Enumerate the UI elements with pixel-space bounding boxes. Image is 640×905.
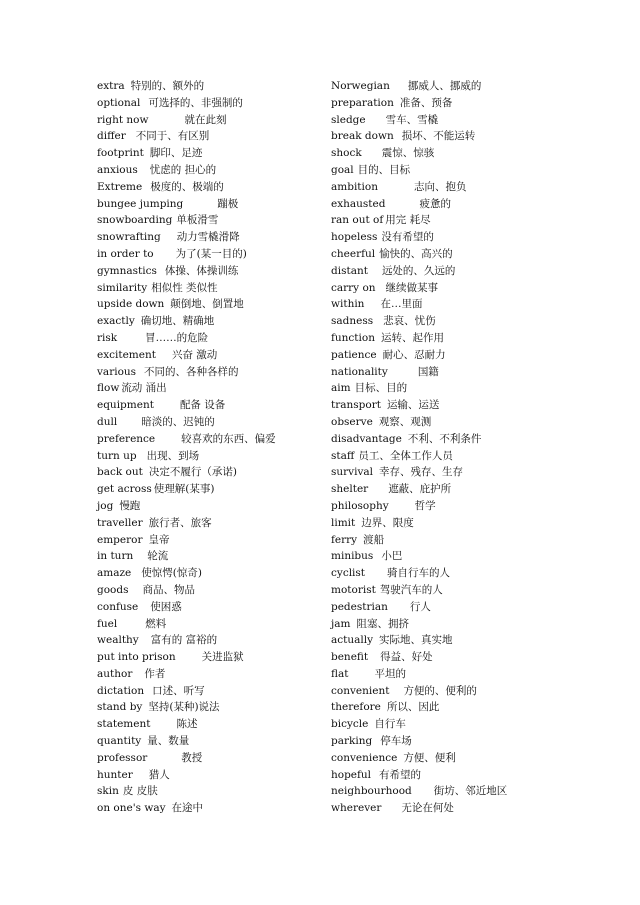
vocab-entry xyxy=(331,179,561,196)
vocab-entry xyxy=(331,582,561,599)
vocab-meaning: 颠倒地、倒置地 xyxy=(170,298,244,311)
vocab-word: snowrafting xyxy=(97,231,161,244)
vocab-entry xyxy=(97,229,322,246)
vocab-word: wherever xyxy=(331,802,382,815)
vocab-word: within xyxy=(331,298,365,311)
vocab-entry xyxy=(97,733,322,750)
vocab-entry xyxy=(97,767,322,784)
vocab-entry xyxy=(97,464,322,481)
vocab-meaning: 可选择的、非强制的 xyxy=(148,96,243,109)
vocab-entry xyxy=(97,599,322,616)
vocab-word: exhausted xyxy=(331,197,386,210)
vocab-meaning: 皇帝 xyxy=(148,533,170,546)
vocab-meaning: 出现、到场 xyxy=(146,449,200,462)
vocab-entry xyxy=(331,565,561,582)
right-vocabulary-column xyxy=(331,78,561,817)
vocab-meaning: 使惊愕(惊奇) xyxy=(141,567,202,580)
vocab-word: back out xyxy=(97,466,143,479)
left-vocabulary-column xyxy=(97,78,322,817)
vocab-entry xyxy=(331,800,561,817)
vocab-word: Extreme xyxy=(97,180,143,193)
vocab-meaning: 极度的、极端的 xyxy=(150,180,224,193)
vocab-word: differ xyxy=(97,130,126,143)
vocab-entry xyxy=(331,632,561,649)
vocab-meaning: 行人 xyxy=(409,600,431,613)
vocab-meaning: 疲惫的 xyxy=(419,197,451,210)
vocab-word: break down xyxy=(331,130,394,143)
vocab-meaning: 用完 耗尽 xyxy=(385,214,431,227)
vocab-entry xyxy=(331,649,561,666)
vocab-word: ambition xyxy=(331,180,378,193)
vocab-entry xyxy=(97,179,322,196)
vocab-entry xyxy=(331,246,561,263)
vocab-meaning: 运转、起作用 xyxy=(380,331,444,344)
vocab-word: bicycle xyxy=(331,718,369,731)
vocab-entry xyxy=(97,212,322,229)
vocab-word: various xyxy=(97,365,137,378)
vocab-entry xyxy=(331,464,561,481)
vocab-word: excitement xyxy=(97,348,156,361)
vocab-word: author xyxy=(97,667,133,680)
vocab-entry xyxy=(331,783,561,800)
vocab-entry xyxy=(331,448,561,465)
vocab-entry xyxy=(97,532,322,549)
vocab-entry xyxy=(97,565,322,582)
vocab-entry xyxy=(97,280,322,297)
vocab-entry xyxy=(331,196,561,213)
vocab-word: survival xyxy=(331,466,374,479)
vocab-word: flow xyxy=(97,382,120,395)
vocab-entry xyxy=(331,750,561,767)
vocab-entry xyxy=(331,313,561,330)
vocab-meaning: 不同的、各种各样的 xyxy=(144,365,239,378)
vocab-word: philosophy xyxy=(331,499,389,512)
vocab-meaning: 商品、物品 xyxy=(142,583,195,596)
vocab-meaning: 燃料 xyxy=(145,617,167,630)
vocab-word: gymnastics xyxy=(97,264,157,277)
vocab-meaning: 志向、抱负 xyxy=(413,180,467,193)
vocab-entry xyxy=(331,330,561,347)
vocab-meaning: 阻塞、拥挤 xyxy=(356,617,409,630)
vocab-entry xyxy=(97,414,322,431)
vocab-meaning: 为了(某一目的) xyxy=(175,247,247,260)
vocab-entry xyxy=(331,733,561,750)
vocab-meaning: 方便、便利 xyxy=(403,751,456,764)
vocab-word: transport xyxy=(331,399,381,412)
vocab-meaning: 街坊、邻近地区 xyxy=(433,785,508,798)
vocab-word: function xyxy=(331,331,375,344)
vocab-word: anxious xyxy=(97,163,138,176)
vocab-meaning: 体操、体操训练 xyxy=(164,264,239,277)
vocab-meaning: 无论在何处 xyxy=(401,802,454,815)
vocab-word: shelter xyxy=(331,483,369,496)
vocab-meaning: 不同于、有区别 xyxy=(135,130,210,143)
vocab-meaning: 哲学 xyxy=(414,499,436,512)
vocab-entry xyxy=(97,95,322,112)
vocab-meaning: 口述、听写 xyxy=(152,684,205,697)
vocab-word: nationality xyxy=(331,365,388,378)
vocab-entry xyxy=(331,162,561,179)
vocab-word: optional xyxy=(97,96,141,109)
vocab-word: extra xyxy=(97,80,125,92)
vocab-word: Norwegian xyxy=(331,80,390,92)
vocab-meaning: 配备 设备 xyxy=(179,399,226,412)
vocab-entry xyxy=(97,347,322,364)
vocab-word: aim xyxy=(331,382,351,395)
vocab-entry xyxy=(331,145,561,162)
vocab-entry xyxy=(97,515,322,532)
vocab-meaning: 准备、预备 xyxy=(399,96,453,109)
vocab-meaning: 有希望的 xyxy=(379,768,422,781)
vocab-entry xyxy=(331,532,561,549)
vocab-entry xyxy=(97,313,322,330)
vocab-entry xyxy=(97,448,322,465)
vocab-meaning: 边界、限度 xyxy=(361,516,414,529)
vocab-meaning: 方便的、便利的 xyxy=(403,684,477,697)
vocab-word: amaze xyxy=(97,567,132,580)
vocab-entry xyxy=(97,330,322,347)
vocab-word: cyclist xyxy=(331,567,366,580)
vocab-entry xyxy=(97,128,322,145)
vocab-word: in order to xyxy=(97,247,154,260)
vocab-word: hopeful xyxy=(331,768,372,781)
vocab-entry xyxy=(331,683,561,700)
vocab-meaning: 运输、运送 xyxy=(386,399,440,412)
vocab-word: upside down xyxy=(97,298,165,311)
vocab-entry xyxy=(331,666,561,683)
vocab-meaning: 目的、目标 xyxy=(357,163,411,176)
vocab-word: quantity xyxy=(97,735,142,748)
vocab-entry xyxy=(97,498,322,515)
vocab-meaning: 实际地、真实地 xyxy=(379,634,453,647)
vocab-word: footprint xyxy=(97,147,144,160)
vocab-word: neighbourhood xyxy=(331,785,412,798)
vocab-word: dull xyxy=(97,415,118,428)
vocab-word: minibus xyxy=(331,550,374,563)
vocab-meaning: 教授 xyxy=(181,751,203,764)
vocab-entry xyxy=(331,128,561,145)
vocab-word: hunter xyxy=(97,768,133,781)
vocab-meaning: 员工、全体工作人员 xyxy=(358,449,453,462)
vocab-entry xyxy=(331,481,561,498)
vocab-entry xyxy=(331,699,561,716)
vocab-meaning: 耐心、忍耐力 xyxy=(382,348,446,361)
vocab-entry xyxy=(97,263,322,280)
vocab-meaning: 兴奋 激动 xyxy=(171,348,218,361)
vocab-word: bungee jumping xyxy=(97,197,184,210)
vocab-meaning: 目标、目的 xyxy=(354,382,408,395)
vocab-meaning: 平坦的 xyxy=(374,667,406,680)
vocab-meaning: 动力雪橇滑降 xyxy=(176,231,240,244)
vocab-meaning: 作者 xyxy=(144,667,166,680)
vocab-word: jog xyxy=(97,499,114,512)
vocab-meaning: 坚持(某种)说法 xyxy=(148,701,220,714)
vocab-word: convenience xyxy=(331,751,398,764)
vocab-entry xyxy=(331,548,561,565)
vocab-meaning: 量、数量 xyxy=(147,735,190,748)
vocab-word: flat xyxy=(331,667,349,680)
vocab-entry xyxy=(331,280,561,297)
vocab-entry xyxy=(97,481,322,498)
vocab-meaning: 使困惑 xyxy=(150,600,182,613)
vocab-word: preference xyxy=(97,432,156,445)
vocab-entry xyxy=(97,783,322,800)
vocab-entry xyxy=(331,767,561,784)
vocab-entry xyxy=(97,431,322,448)
vocab-word: put into prison xyxy=(97,651,176,664)
vocab-entry xyxy=(331,716,561,733)
vocab-word: goal xyxy=(331,163,354,176)
vocab-meaning: 遮蔽、庇护所 xyxy=(388,483,452,496)
vocab-word: fuel xyxy=(97,617,118,630)
vocab-word: risk xyxy=(97,331,118,344)
vocab-entry xyxy=(97,666,322,683)
vocab-meaning: 小巴 xyxy=(381,550,403,563)
vocab-word: exactly xyxy=(97,315,135,328)
vocab-meaning: 骑自行车的人 xyxy=(387,567,451,580)
vocab-entry xyxy=(97,750,322,767)
vocab-entry xyxy=(97,397,322,414)
vocab-meaning: 富有的 富裕的 xyxy=(150,634,218,647)
vocab-meaning: 冒……的危险 xyxy=(145,331,209,344)
vocab-meaning: 震惊、惊骇 xyxy=(381,147,435,160)
vocab-entry xyxy=(331,616,561,633)
vocab-word: actually xyxy=(331,634,374,647)
vocab-entry xyxy=(97,145,322,162)
vocab-entry xyxy=(331,229,561,246)
vocab-entry xyxy=(97,246,322,263)
vocab-entry xyxy=(331,364,561,381)
vocab-entry xyxy=(97,649,322,666)
vocab-meaning: 不利、不利条件 xyxy=(407,432,482,445)
vocab-word: traveller xyxy=(97,516,143,529)
vocab-word: pedestrian xyxy=(331,600,388,613)
vocab-entry xyxy=(331,397,561,414)
vocab-entry xyxy=(331,599,561,616)
vocab-word: dictation xyxy=(97,684,145,697)
vocab-word: on one's way xyxy=(97,802,166,815)
vocab-meaning: 决定不履行（承诺) xyxy=(148,466,237,479)
vocab-word: similarity xyxy=(97,281,148,294)
vocab-entry xyxy=(331,296,561,313)
vocab-meaning: 观察、观测 xyxy=(378,415,432,428)
vocab-word: confuse xyxy=(97,600,139,613)
vocab-meaning: 在…里面 xyxy=(380,298,423,311)
vocab-meaning: 脚印、足迹 xyxy=(149,147,203,160)
vocab-meaning: 慢跑 xyxy=(119,499,141,512)
vocab-entry xyxy=(97,196,322,213)
vocab-word: wealthy xyxy=(97,634,139,647)
vocab-meaning: 幸存、残存、生存 xyxy=(379,466,464,479)
vocab-entry xyxy=(97,616,322,633)
vocab-word: carry on xyxy=(331,281,376,294)
vocab-meaning: 悲哀、忧伤 xyxy=(383,315,436,328)
vocab-meaning: 继续做某事 xyxy=(385,281,439,294)
vocab-meaning: 国籍 xyxy=(417,365,439,378)
vocab-entry xyxy=(97,699,322,716)
vocab-word: shock xyxy=(331,147,362,160)
vocab-meaning: 就在此刻 xyxy=(184,113,227,126)
vocab-meaning: 相似性 类似性 xyxy=(151,281,218,294)
vocab-word: convenient xyxy=(331,684,390,697)
vocab-entry xyxy=(331,78,561,95)
vocab-meaning: 渡船 xyxy=(363,533,385,546)
vocab-word: ran out of xyxy=(331,214,384,227)
vocab-meaning: 旅行者、旅客 xyxy=(148,516,212,529)
vocab-entry xyxy=(97,78,322,95)
vocab-meaning: 没有希望的 xyxy=(381,231,434,244)
vocab-word: patience xyxy=(331,348,377,361)
vocab-entry xyxy=(97,548,322,565)
vocab-word: skin xyxy=(97,785,119,798)
vocab-entry xyxy=(331,431,561,448)
vocab-meaning: 猎人 xyxy=(148,768,170,781)
vocab-meaning: 愉快的、高兴的 xyxy=(379,247,453,260)
vocab-meaning: 特别的、额外的 xyxy=(130,80,205,92)
vocab-meaning: 停车场 xyxy=(380,735,412,748)
vocab-word: sledge xyxy=(331,113,366,126)
vocab-meaning: 暗淡的、迟钝的 xyxy=(141,415,215,428)
vocab-meaning: 雪车、雪橇 xyxy=(385,113,439,126)
vocab-entry xyxy=(97,296,322,313)
vocab-entry xyxy=(331,347,561,364)
vocab-word: parking xyxy=(331,735,373,748)
vocab-word: stand by xyxy=(97,701,143,714)
vocab-meaning: 在途中 xyxy=(171,802,204,815)
vocab-meaning: 驾驶汽车的人 xyxy=(379,583,443,596)
vocab-meaning: 单板滑雪 xyxy=(176,214,219,227)
vocab-entry xyxy=(97,800,322,817)
vocab-meaning: 使理解(某事) xyxy=(153,483,215,496)
vocab-word: disadvantage xyxy=(331,432,402,445)
vocab-entry xyxy=(331,263,561,280)
vocab-meaning: 损坏、不能运转 xyxy=(401,130,476,143)
vocab-entry xyxy=(331,515,561,532)
vocab-entry xyxy=(331,212,561,229)
vocab-word: equipment xyxy=(97,399,154,412)
vocab-entry xyxy=(97,112,322,129)
vocab-word: cheerful xyxy=(331,247,376,260)
vocab-meaning: 陈述 xyxy=(176,718,198,731)
vocab-entry xyxy=(331,380,561,397)
vocab-entry xyxy=(97,364,322,381)
vocab-meaning: 流动 涌出 xyxy=(121,382,167,395)
vocab-entry xyxy=(331,414,561,431)
vocab-word: goods xyxy=(97,583,129,596)
vocab-word: preparation xyxy=(331,96,394,109)
vocab-meaning: 轮流 xyxy=(147,550,169,563)
vocab-entry xyxy=(331,95,561,112)
vocab-word: statement xyxy=(97,718,151,731)
vocab-entry xyxy=(97,380,322,397)
vocab-meaning: 挪威人、挪威的 xyxy=(407,80,482,92)
vocab-meaning: 得益、好处 xyxy=(380,651,433,664)
vocab-entry xyxy=(97,582,322,599)
vocab-word: distant xyxy=(331,264,368,277)
vocab-meaning: 忧虑的 担心的 xyxy=(149,163,217,176)
vocab-meaning: 自行车 xyxy=(374,718,406,731)
vocab-word: observe xyxy=(331,415,373,428)
vocab-meaning: 蹦极 xyxy=(217,197,239,210)
vocab-word: staff xyxy=(331,449,355,462)
vocab-entry xyxy=(331,498,561,515)
vocab-meaning: 所以、因此 xyxy=(386,701,440,714)
vocab-meaning: 确切地、精确地 xyxy=(140,315,215,328)
vocab-word: sadness xyxy=(331,315,374,328)
vocab-entry xyxy=(97,632,322,649)
vocab-word: jam xyxy=(331,617,351,630)
vocab-word: professor xyxy=(97,751,148,764)
vocab-word: benefit xyxy=(331,651,369,664)
vocab-word: in turn xyxy=(97,550,134,563)
vocab-meaning: 皮 皮肤 xyxy=(122,785,158,798)
vocab-entry xyxy=(97,716,322,733)
vocab-word: turn up xyxy=(97,449,137,462)
vocab-meaning: 较喜欢的东西、偏爱 xyxy=(181,432,276,445)
vocab-entry xyxy=(331,112,561,129)
vocab-meaning: 远处的、久远的 xyxy=(381,264,456,277)
vocab-word: limit xyxy=(331,516,356,529)
vocab-entry xyxy=(97,683,322,700)
vocab-entry xyxy=(97,162,322,179)
vocab-word: ferry xyxy=(331,533,358,546)
vocab-word: therefore xyxy=(331,701,381,714)
vocab-word: snowboarding xyxy=(97,214,173,227)
vocab-word: hopeless xyxy=(331,231,378,244)
vocab-word: motorist xyxy=(331,583,376,596)
vocab-word: get across xyxy=(97,483,152,496)
vocab-word: emperor xyxy=(97,533,143,546)
vocab-word: right now xyxy=(97,113,149,126)
vocab-meaning: 关进监狱 xyxy=(201,651,244,664)
